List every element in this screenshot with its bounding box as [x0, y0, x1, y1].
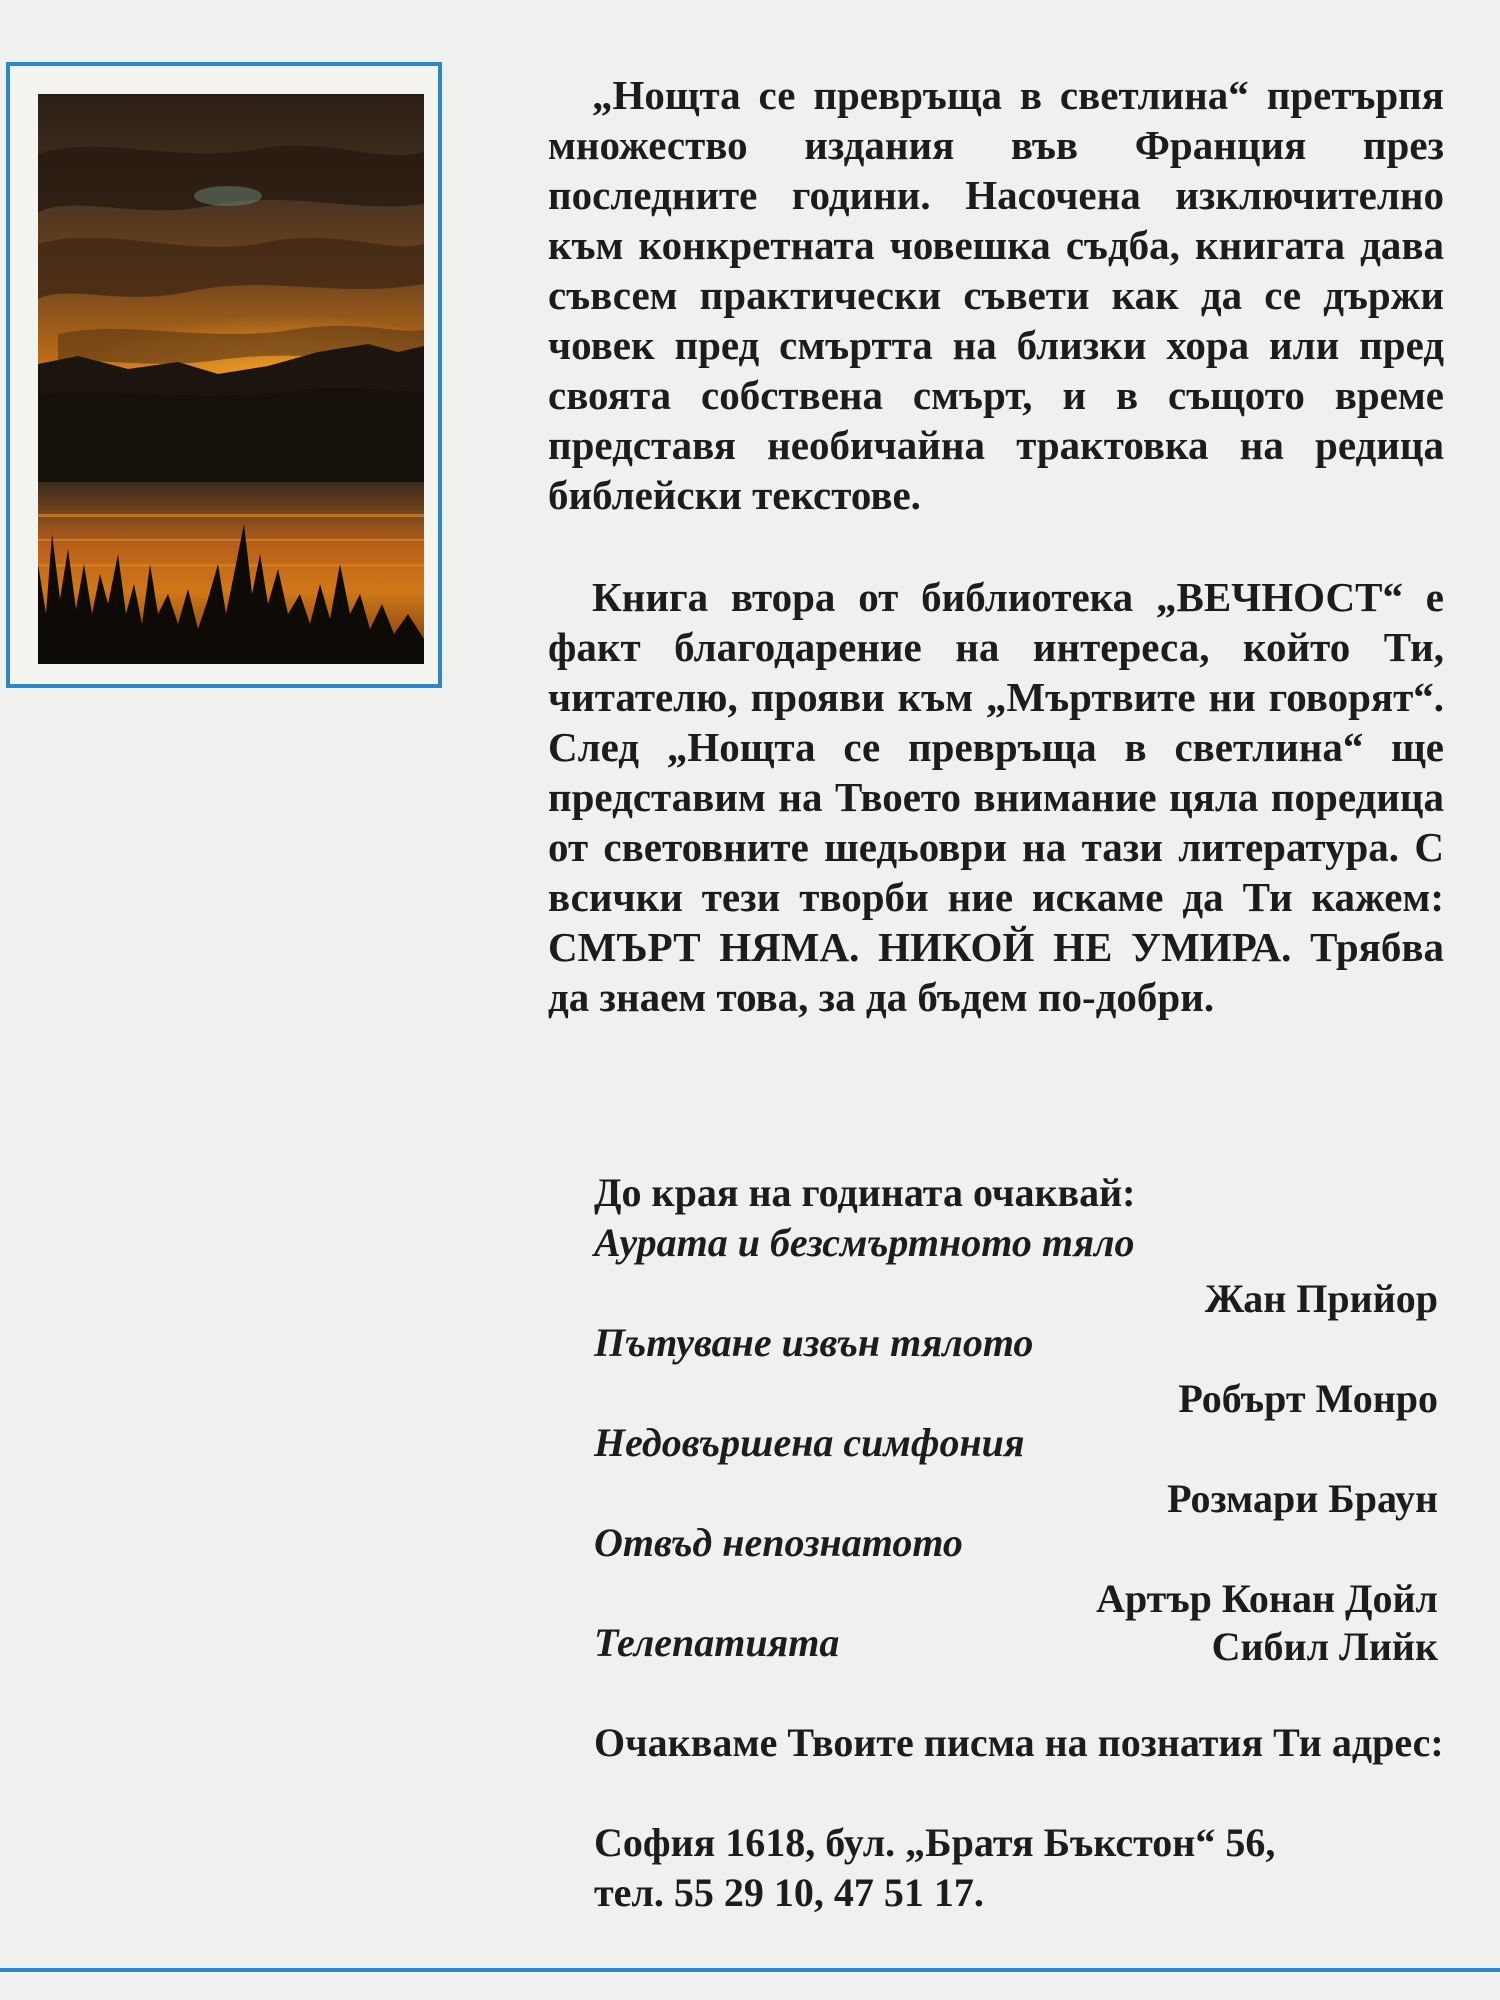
- bottom-rule: [0, 1968, 1500, 1972]
- sunset-lake-illustration: [38, 94, 424, 664]
- book-author: Артър Конан Дойл: [1096, 1576, 1438, 1621]
- book-title: Аурата и безсмъртното тяло: [594, 1220, 1135, 1265]
- phone-numbers: тел. 55 29 10, 47 51 17.: [594, 1870, 984, 1915]
- library-paragraph: Книга втора от библиотека „ВЕЧНОСТ“ е факт благодарение на интереса, който Ти, читателю, прояви към „Мъртвите ни говорят“. След „Нощта се превръща в светлина“ ще представим на Твоето внимание цяла поредица от световните шедьоври на тази литература. С всички тези творби ние искаме да Ти кажем: СМЪРТ НЯМА. НИКОЙ НЕ УМИРА. Трябва да знаем това, за да бъдем по-добри.: [548, 574, 1444, 1020]
- sunset-lake-photo: [38, 94, 424, 664]
- photo-frame: [6, 62, 442, 688]
- intro-paragraph: „Нощта се превръща в светлина“ претърпя множество издания във Франция през последните години. Насочена изключително към конкретната човешка съдба, книгата дава съвсем практически съвети как да се държи човек пред смъртта на близки хора или пред своята собствена смърт, и в същото време представя необичайна трактовка на редица библейски текстове.: [548, 72, 1444, 518]
- book-author: Жан Прийор: [1204, 1276, 1438, 1321]
- book-author: Робърт Монро: [1178, 1376, 1438, 1421]
- letters-invitation: Очакваме Твоите писма на познатия Ти адрес:: [594, 1720, 1444, 1765]
- book-title: Недовършена симфония: [594, 1420, 1025, 1465]
- upcoming-heading: До края на годината очаквай:: [594, 1170, 1136, 1215]
- book-title: Телепатията: [594, 1620, 840, 1665]
- postal-address: София 1618, бул. „Братя Бъкстон“ 56,: [594, 1820, 1276, 1865]
- book-author: Сибил Лийк: [1211, 1624, 1438, 1669]
- book-author: Розмари Браун: [1167, 1476, 1438, 1521]
- book-title: Отвъд непознатото: [594, 1520, 963, 1565]
- book-title: Пътуване извън тялото: [594, 1320, 1034, 1365]
